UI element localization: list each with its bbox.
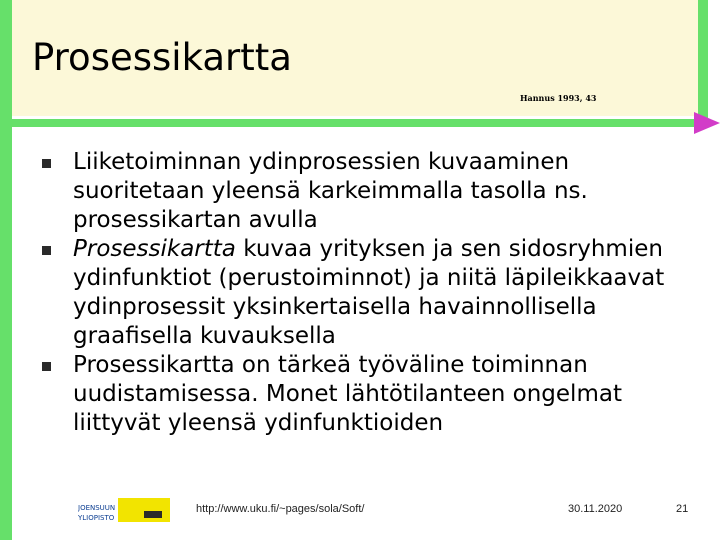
logo-text: YLIOPISTO — [78, 514, 115, 522]
bullet-list — [40, 148, 670, 438]
left-accent-bar — [0, 0, 12, 540]
bullet-text: kuvaa yrityksen ja sen sidosryhmien ydinfunktiot (perustoiminnot) ja niitä läpileikkaavat ydinprosessit yksinkertaisella havainnollisella graafisella kuvauksella — [73, 236, 665, 349]
bullet-text: Liiketoiminnan ydinprosessien kuvaaminen suoritetaan yleensä karkeimmalla tasolla ns. prosessikartan avulla — [73, 149, 588, 233]
bullet-square-icon — [42, 362, 51, 371]
bullet-item — [40, 351, 670, 438]
bullet-item — [40, 148, 670, 235]
footer-url[interactable]: http://www.uku.fi/~pages/sola/Soft/ — [196, 503, 365, 515]
page-number: 21 — [676, 503, 689, 515]
bullet-item — [40, 235, 670, 351]
university-logo — [78, 495, 174, 531]
footer-date: 30.11.2020 — [568, 503, 623, 515]
logo-text: JOENSUUN — [78, 504, 116, 512]
bullet-emphasis: Prosessikartta — [73, 236, 236, 262]
bullet-square-icon — [42, 246, 51, 255]
divider-arrow-icon — [0, 112, 720, 134]
right-accent-bar — [698, 0, 708, 122]
citation: Hannus 1993, 43 — [520, 93, 597, 103]
bullet-text: Prosessikartta on tärkeä työväline toiminnan uudistamisessa. Monet lähtötilanteen ongelmat liittyvät yleensä ydinfunktioiden — [73, 352, 622, 436]
bullet-square-icon — [42, 159, 51, 168]
slide-title: Prosessikartta — [32, 36, 292, 79]
